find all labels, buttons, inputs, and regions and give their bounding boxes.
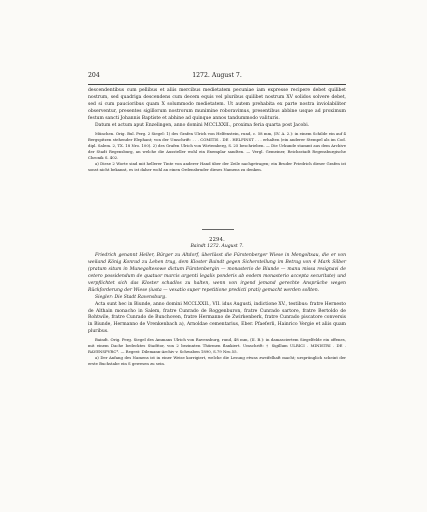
document-footnote-a: a) Der Anfang des Namens ist in einer Weise korrigiert, welche die Lesung etwas zweifelhaft macht; ursprünglich scheint der erste Buchstabe ein S gewesen zu sein. (88, 355, 346, 367)
charter-dating: Datum et actum aput Enzelingen, anno domini MCCLXXII., proxima feria quarta post Jacobi. (95, 122, 310, 128)
page-header (88, 70, 346, 82)
document-sealer: Siegler: Die Stadt Ravensburg. (95, 294, 167, 300)
document-archival-note: Baindt. Orig. Perg. Siegel des Ammans Ulrich von Ravensburg, rund, 48 mm, (II. B.): in damasciertem Siegelfelde ein offenes, mit einem Dache bedecktes Stadttor, von 2 bezinnten Thürmen flankiert. Umschrift: † Sigillum ULRICI . MINISTRI . DE . RAVENSPVRC*. — Regest: Dilemann-Archiv v. Schwaben 1890, S.79 Nro.55. (88, 337, 346, 355)
section-separator (202, 229, 234, 230)
header-rule (88, 84, 346, 85)
footnote-a: a) Diese 2 Worte sind mit hellerer Tinte von anderer Hand über der Zeile nachgetragen; ein Bruder Friedrich dieser Grafen ist sonst nicht bekannt, es ist daher wohl an einen Ordensbruder dieses Namens zu denken. (88, 160, 346, 172)
document-number: 2294. (209, 237, 225, 243)
charter-2294 (88, 237, 346, 367)
page-number: 204 (88, 72, 100, 79)
document-regest: Friedrich genannt Heller, Bürger zu Altdorf, überlässt die Fürstenberger Wiese in Mengoltsau, die er von weiland König Konrad zu Lehen trug, dem Kloster Baindt gegen Sicherstellung im Betrag von 4 Mark Silber (pratum situm in Munegoltesowe dictum Fürstenbergin — monasterio de Biunde — manu missa resignavi de cetero possidendum de quatuor marcis argenti legalis ponderis ab eodem monasterio accepta securitate) und verpflichtet sich das Kloster schadlos zu halten, wenn von irgend jemand gerechte Ansprüche wegen Rückforderung der Wiese (iusta — vexatio super repetitione predicti prati) gemacht werden sollten. (88, 252, 346, 293)
charter-continuation (88, 88, 346, 173)
charter-text: descendentibus cum pellibus et aliis mercibus medietatem pecuniae iam expresse recipere debet quilibet nostrum, sed quadriga descendens cum decem equis vel pluribus quilibet nostrum XV solidos solvere debet, sed si cum paucioribus quam X solummodo medietatem. Ut autem prehabita ex parte nostra inviolabiliter observentur, presentes sigillorum nostrorum munimine roboravimus, presentibus abbine usque ad proximum festum sancti Johannis Baptiste et abhine ad quinque annos tandummodo valituris. (88, 88, 346, 121)
archival-note: München. Orig. Bul. Perg. 2 Siegel: 1) des Grafen Ulrich von Helfenstein, rund, c. 58 mm, (IV. A. 2.): in einem Schilde ein auf 4 Bergspitzen stehender Elephant; von der Umschrift: . . . COMITIS . DE . HELFINST . . . erhalten (ein anderer Stempel als im Cod. dipl. Salem. 2, TX. 18 Nro. 100). 2) des Grafen Ulrich von Wirtemberg, S. 25 beschrieben. — Die Urkunde stammt aus dem Archive der Stadt Regensburg, an welche die Aussteller wohl ein Exemplar sandten. — Vergl. Gemeiner, Reichsstadt Regensburgische Chronik S. 402. (88, 130, 346, 160)
running-title: 1272. August 7. (192, 72, 242, 79)
document-text: Acta sunt hec in Biunde, anno domini MCCLXXII., VII. idus Augusti, indictione XV., testibus: fratre Hernesto de Althain monacho in Salem, fratre Cunrado de Roggenburon, fratre Cunrado sartore, fratre Bertoldo de Rohtwile, fratre Cunrado de Bunchoven, fratre Hermanno de Zwirkenberk, fratre Cunrado piscatore conversis in Biunde, Hermanno de Vrenkenbach a), Arnoldae cementarius, Eber. Pfaeferli, Hainrico Vergie et aliis quam pluribus. (88, 301, 346, 335)
document-place-date: Baindt 1272. August 7. (190, 243, 244, 249)
